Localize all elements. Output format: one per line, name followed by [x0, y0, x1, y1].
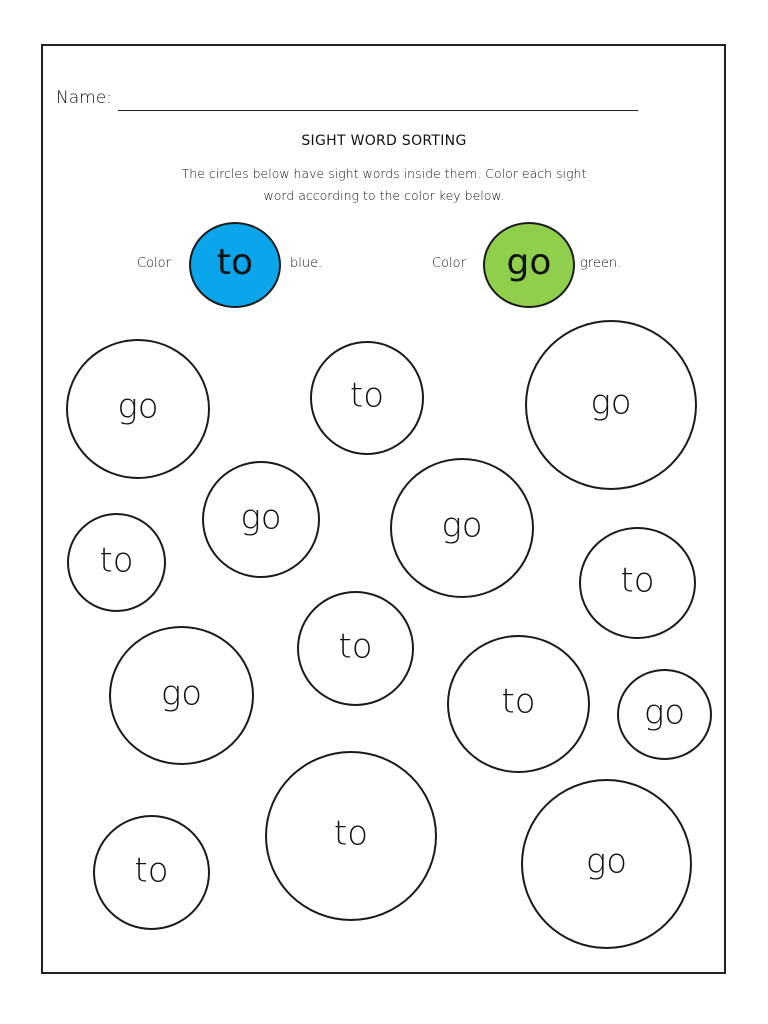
word-circle-label: to	[620, 560, 655, 601]
word-circle[interactable]	[297, 591, 414, 706]
key-to-circle	[189, 222, 281, 308]
instructions	[150, 163, 618, 207]
word-circle-label: to	[134, 849, 169, 890]
key-go-word: go	[506, 242, 552, 283]
word-circle[interactable]	[521, 779, 692, 949]
word-circle-label: go	[117, 386, 159, 427]
word-circle-label: go	[160, 672, 203, 713]
key-to-prefix: Color	[137, 256, 171, 271]
worksheet-title: SIGHT WORD SORTING	[301, 133, 467, 149]
word-circle[interactable]	[310, 341, 424, 455]
word-circle[interactable]	[617, 669, 712, 760]
word-circle-label: to	[501, 681, 536, 722]
key-go-prefix: Color	[432, 256, 466, 271]
word-circle[interactable]	[202, 461, 320, 578]
word-circle-label: to	[99, 539, 134, 580]
word-circle-label: go	[240, 496, 282, 537]
word-circle-label: go	[441, 505, 483, 546]
instructions-line-1: The circles below have sight words inside them. Color each sight	[181, 166, 587, 181]
word-circle[interactable]	[265, 751, 437, 921]
key-go-suffix: green.	[580, 256, 622, 271]
word-circle-label: to	[338, 625, 373, 666]
word-circle[interactable]	[390, 458, 534, 598]
word-circle[interactable]	[67, 513, 166, 612]
word-circle-label: go	[590, 382, 632, 423]
key-to-suffix: blue.	[290, 256, 323, 271]
word-circle[interactable]	[66, 339, 210, 479]
word-circle-label: go	[643, 691, 686, 732]
word-circle[interactable]	[447, 635, 590, 773]
word-circle-label: go	[585, 841, 628, 882]
word-circle-label: to	[333, 813, 369, 854]
word-circle[interactable]	[579, 527, 696, 639]
word-circle[interactable]	[525, 320, 697, 490]
instructions-line-2: word according to the color key below.	[263, 188, 505, 203]
word-circle[interactable]	[109, 626, 254, 765]
key-go-circle	[483, 222, 575, 308]
name-label: Name:	[56, 88, 112, 108]
name-input-line[interactable]	[118, 110, 638, 111]
word-circle[interactable]	[93, 815, 210, 930]
key-to-word: to	[216, 242, 254, 283]
word-circle-label: to	[349, 375, 385, 416]
